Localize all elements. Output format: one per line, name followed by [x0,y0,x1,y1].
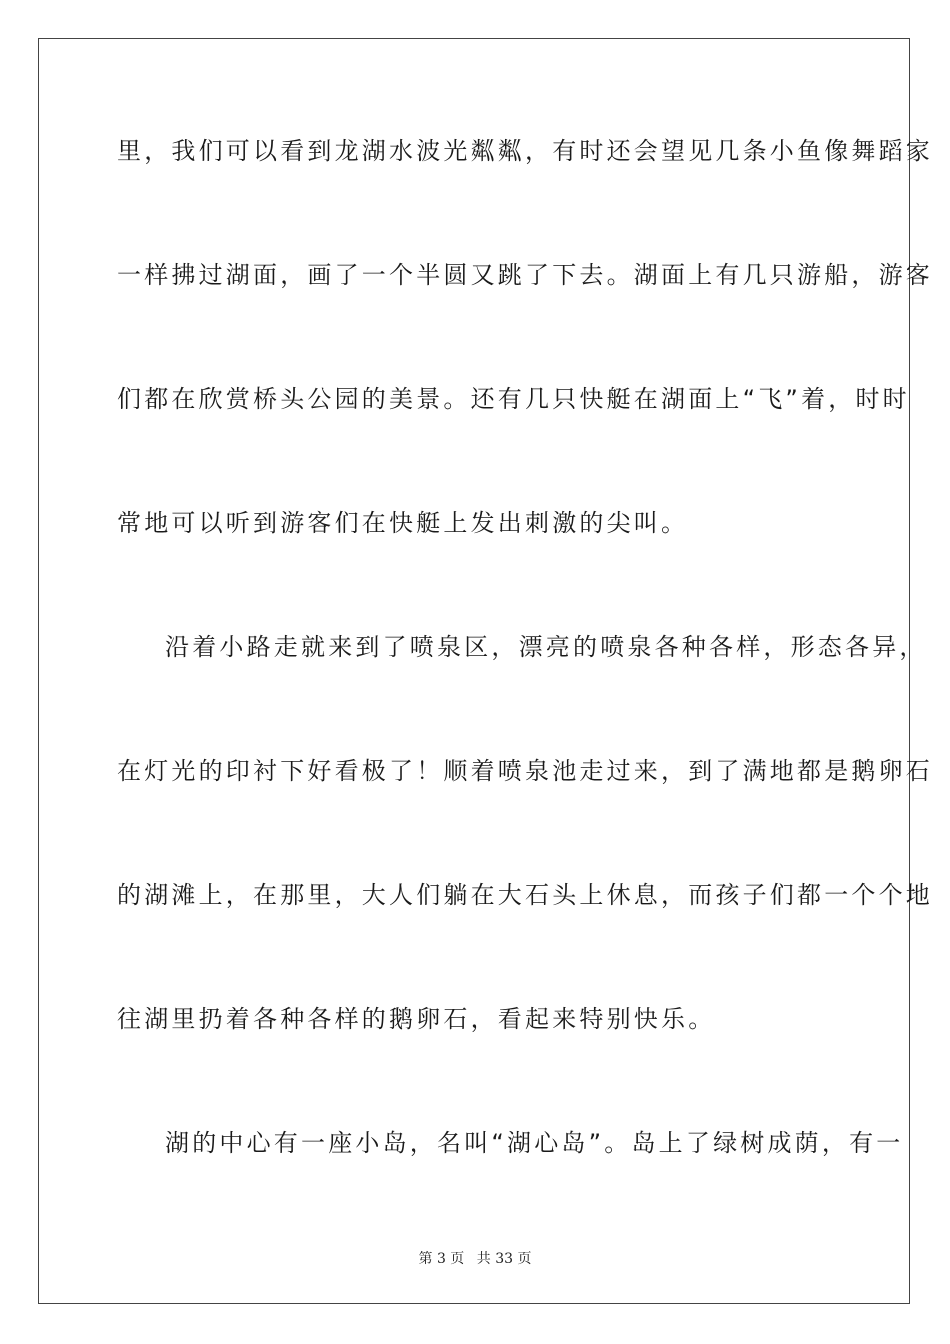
text-line: 在灯光的印衬下好看极了！顺着喷泉池走过来，到了满地都是鹅卵石 [117,757,933,785]
page-footer [0,1248,950,1268]
text-line: 的湖滩上，在那里，大人们躺在大石头上休息，而孩子们都一个个地 [117,881,933,909]
text-line: 里，我们可以看到龙湖水波光粼粼，有时还会望见几条小鱼像舞蹈家 [117,137,933,165]
text-line: 一样拂过湖面，画了一个半圆又跳了下去。湖面上有几只游船，游客 [117,261,933,289]
text-line: 们都在欣赏桥头公园的美景。还有几只快艇在湖面上“飞”着，时时 [117,385,910,413]
paragraph-start-line: 湖的中心有一座小岛，名叫“湖心岛”。岛上了绿树成荫，有一 [165,1129,904,1157]
page-total: 共 33 页 [476,1251,532,1267]
page-border [38,38,933,1304]
text-line: 往湖里扔着各种各样的鹅卵石，看起来特别快乐。 [117,1005,716,1033]
text-line: 常地可以听到游客们在快艇上发出刺激的尖叫。 [117,509,689,537]
page-number: 第 3 页 [418,1251,465,1267]
paragraph-start-line: 沿着小路走就来到了喷泉区，漂亮的喷泉各种各样，形态各异， [165,633,927,661]
